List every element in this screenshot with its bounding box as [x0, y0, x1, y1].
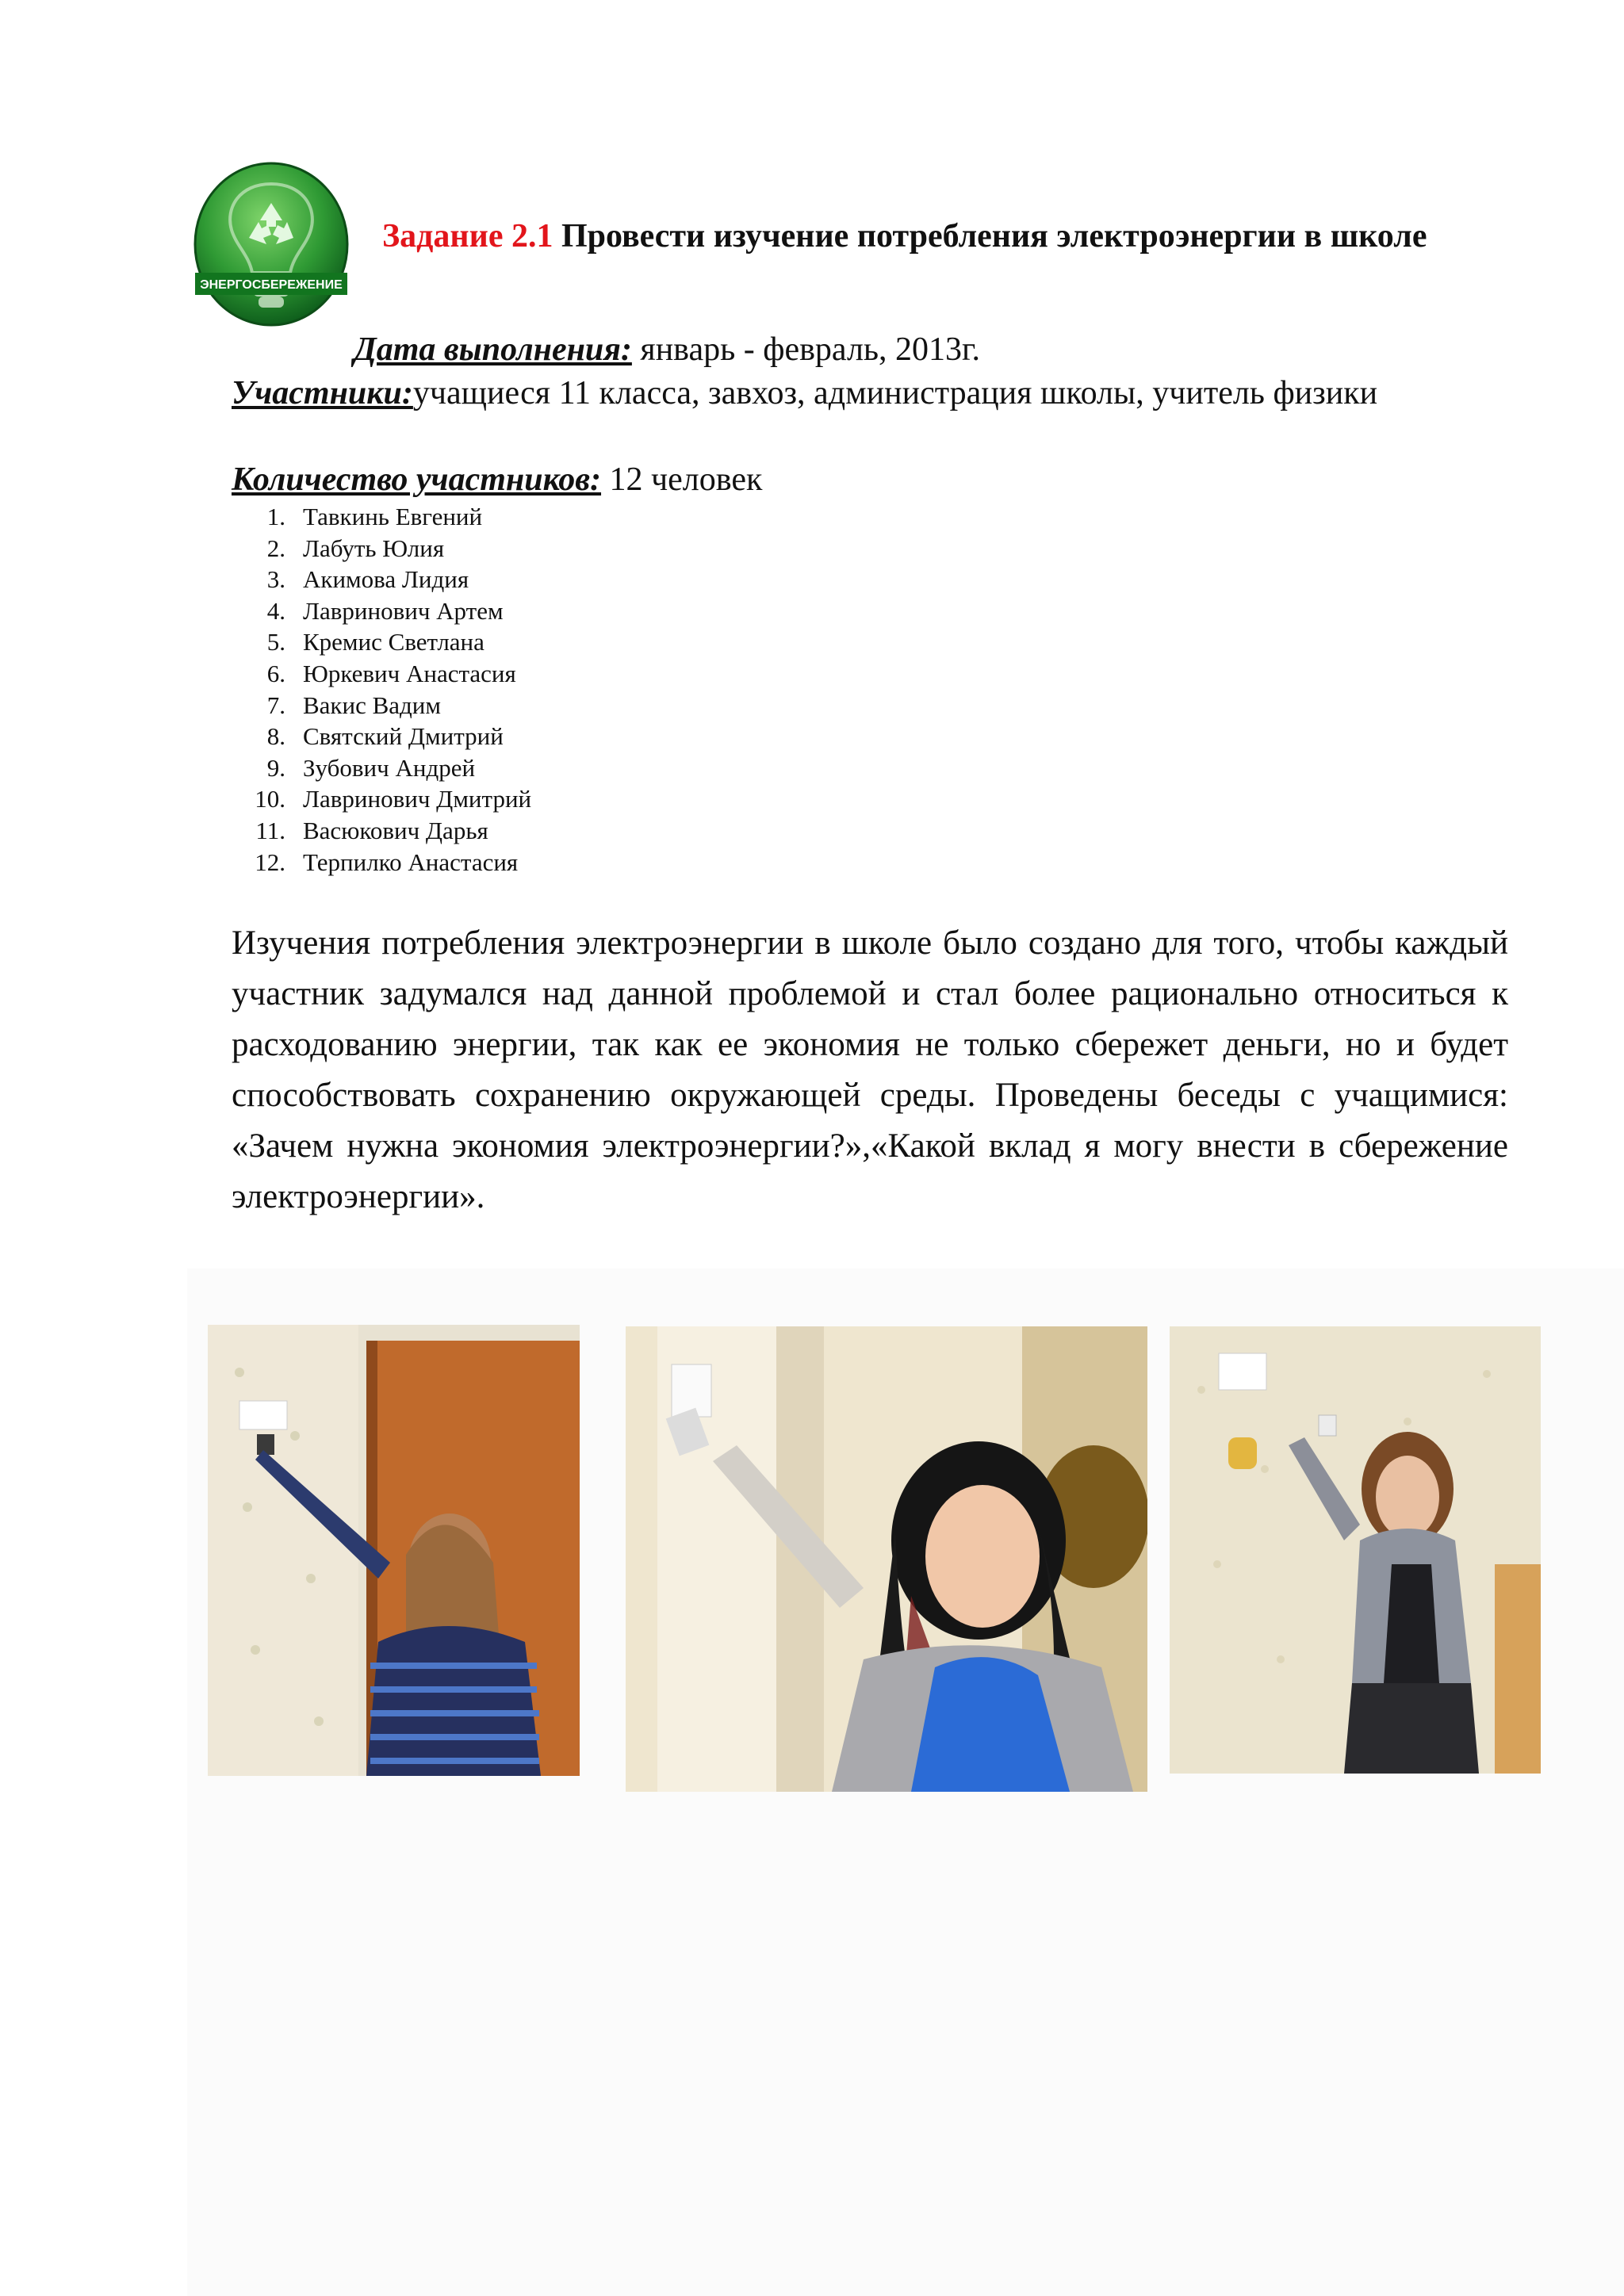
- participant-count-line: [232, 458, 762, 501]
- list-item: 4. Лавринович Артем: [266, 596, 504, 625]
- list-item: 7. Вакис Вадим: [266, 691, 442, 719]
- description-paragraph: Изучения потребления электроэнергии в школе было создано для того, чтобы каждый участник задумался над данной проблемой и стал более рационально относиться к расходованию энергии, так как ее экономия не только сбережет деньги, но и будет способствовать сохранению окружающей среды. Проведены беседы с учащимися: «Зачем нужна экономия электроэнергии?»,«Какой вклад я могу внести в сбережение электроэнергии».: [232, 924, 1508, 1215]
- date-value: январь - февраль, 2013г.: [631, 331, 981, 368]
- list-item: 3. Акимова Лидия: [266, 565, 469, 594]
- energy-saving-logo: [193, 162, 349, 357]
- list-item: 5. Кремис Светлана: [266, 628, 485, 656]
- list-item: 10. Лавринович Дмитрий: [255, 785, 532, 813]
- count-value: 12 человек: [601, 461, 763, 498]
- photo-student-3: [1170, 1326, 1541, 1774]
- participants-value: учащиеся 11 класса, завхоз, администрация школы, учитель физики: [412, 375, 1378, 411]
- task-heading: [382, 214, 1524, 258]
- svg-text:ЭНЕРГОСБЕРЕЖЕНИЕ: ЭНЕРГОСБЕРЕЖЕНИЕ: [200, 278, 343, 292]
- list-item: 12. Терпилко Анастасия: [255, 848, 519, 876]
- list-item: 11. Васюкович Дарья: [255, 816, 488, 844]
- list-item: 1. Тавкинь Евгений: [266, 503, 483, 530]
- participants-line: [232, 372, 1516, 415]
- date-line: [354, 328, 980, 371]
- date-label: Дата выполнения:: [354, 331, 632, 368]
- list-item: 2. Лабуть Юлия: [266, 534, 445, 562]
- list-item: 9. Зубович Андрей: [266, 753, 476, 782]
- photo-student-2: [626, 1326, 1147, 1792]
- list-item: 8. Святский Дмитрий: [266, 722, 504, 751]
- participants-label: Участники:: [232, 375, 413, 411]
- count-label: Количество участников:: [232, 461, 602, 498]
- task-number: Задание 2.1: [382, 218, 553, 254]
- participant-list: [232, 501, 531, 878]
- list-item: 6. Юркевич Анастасия: [266, 659, 516, 687]
- task-title: Провести изучение потребления электроэнергии в школе: [561, 218, 1427, 254]
- photo-student-1: [208, 1325, 580, 1776]
